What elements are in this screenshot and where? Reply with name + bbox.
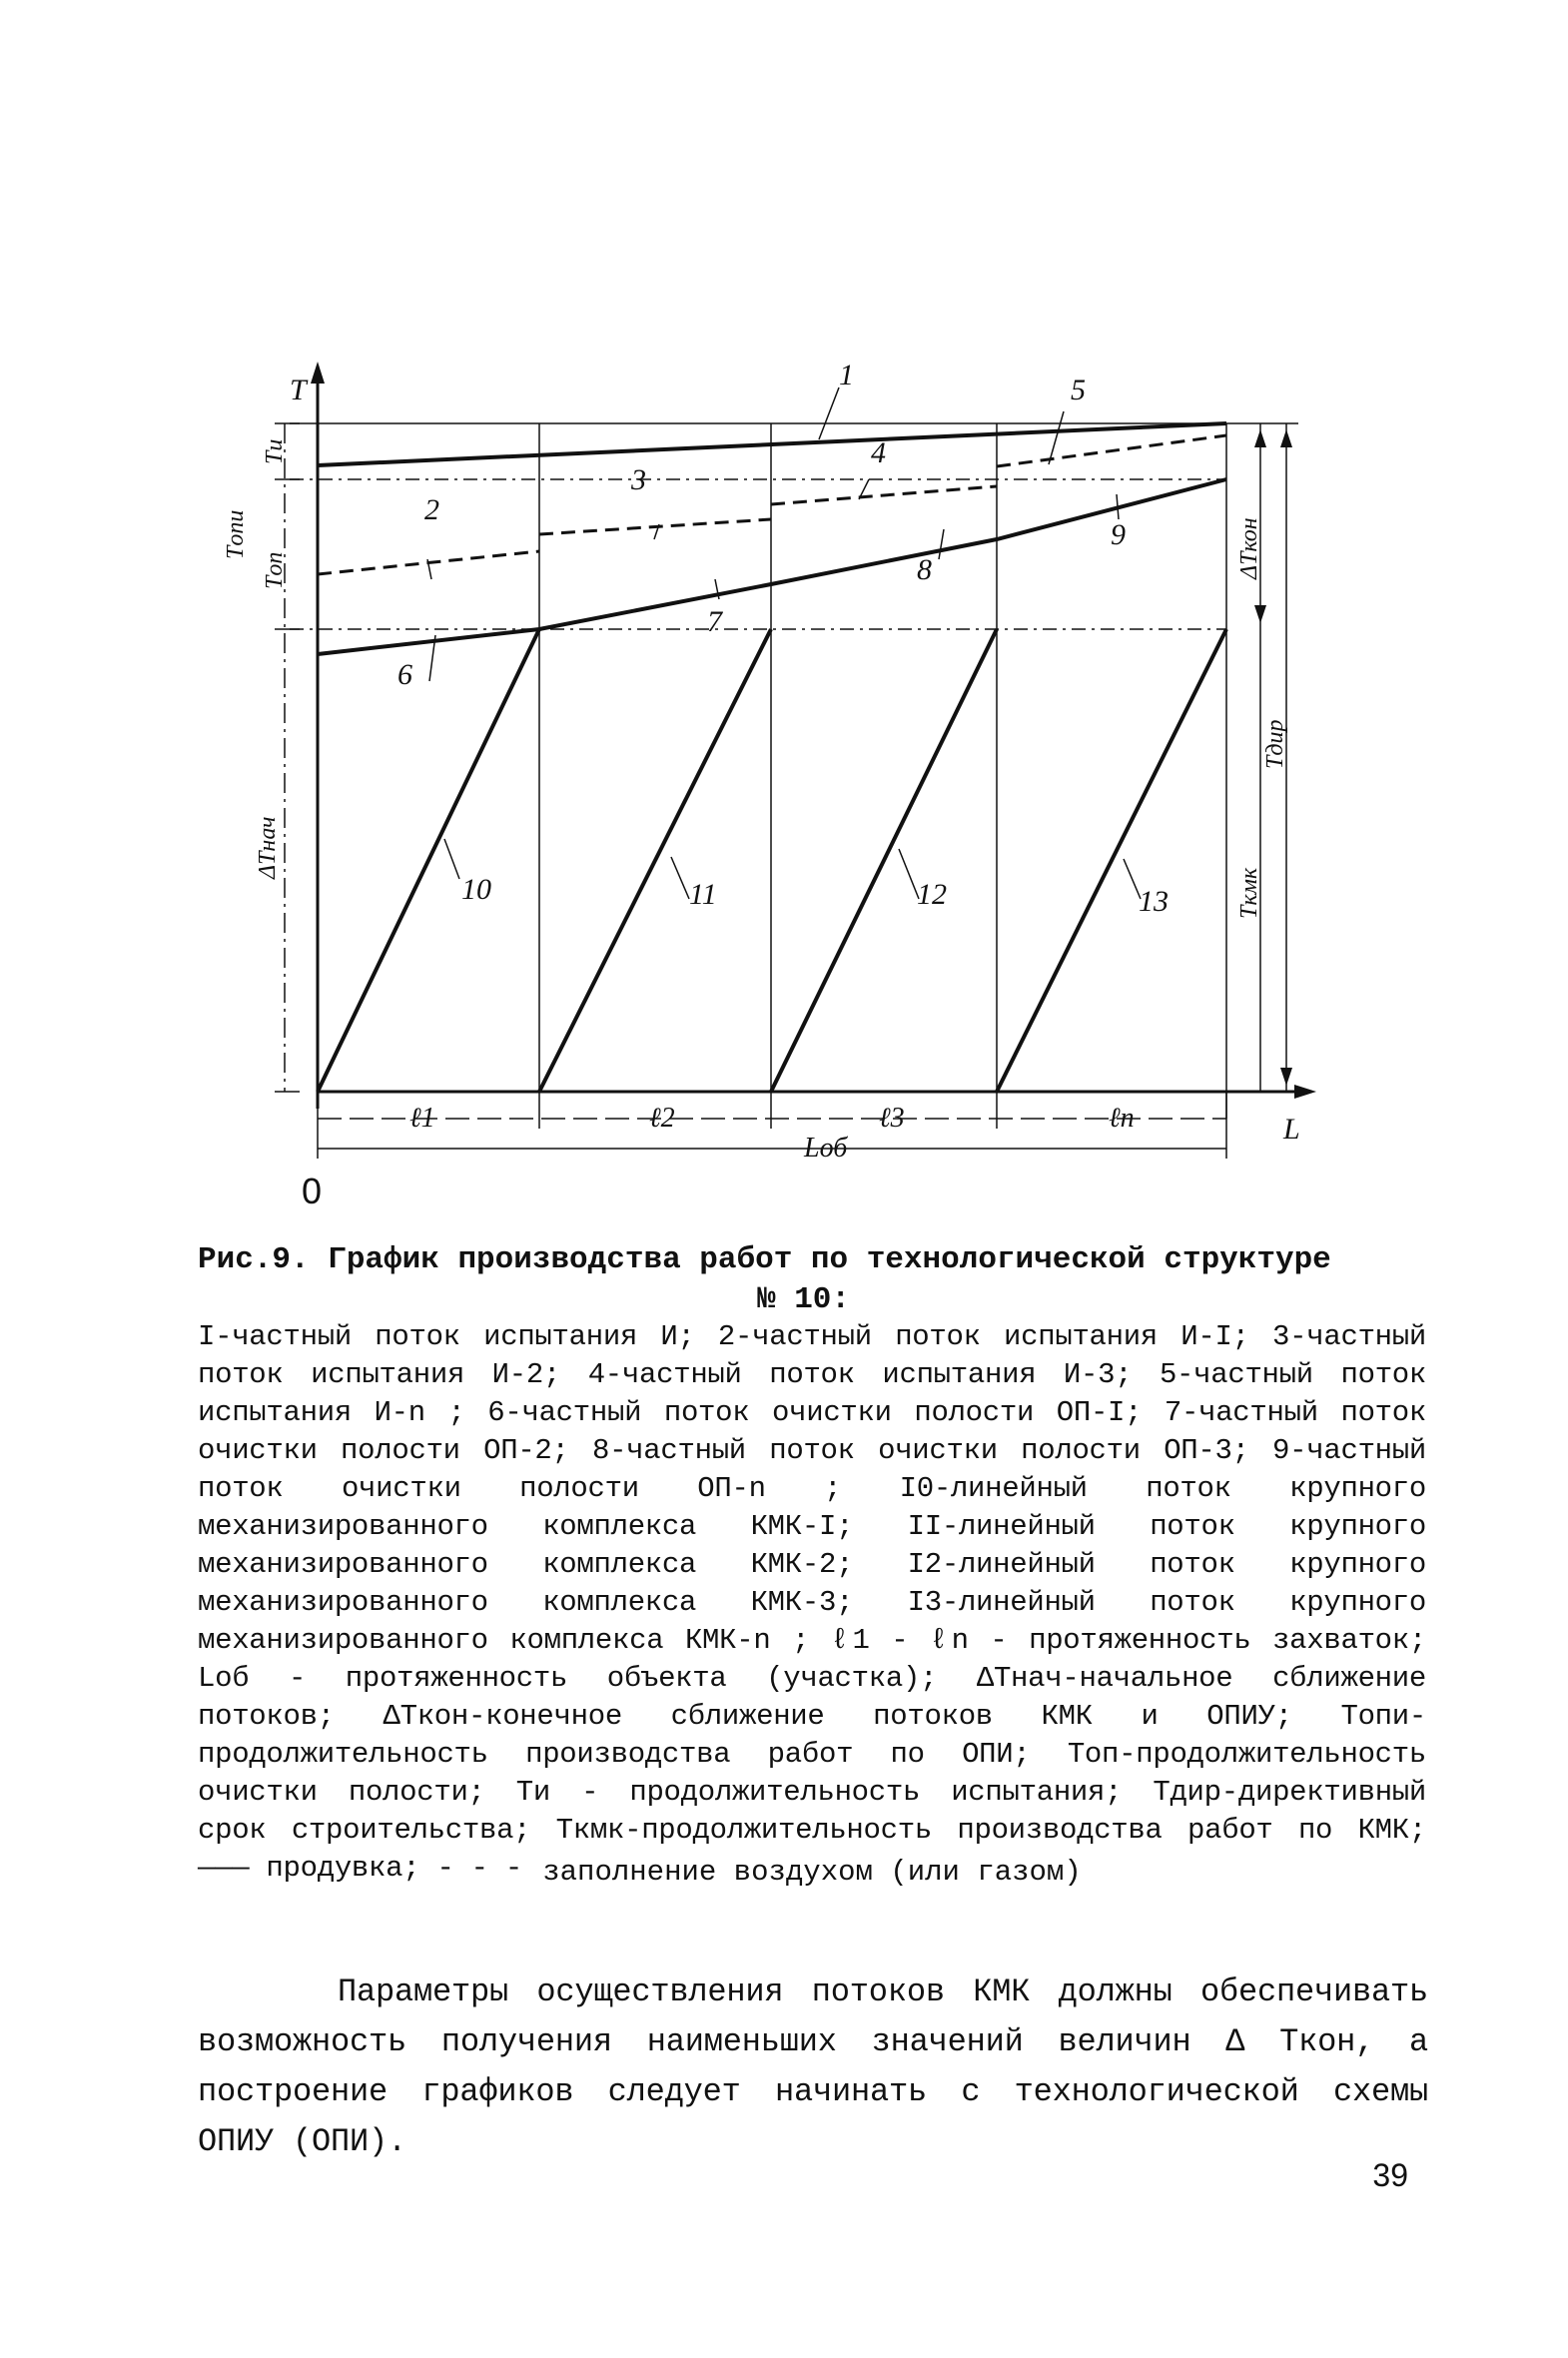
l-axis-label: L bbox=[1283, 1113, 1300, 1146]
curve-1 bbox=[318, 423, 1226, 465]
figure-caption-body: I-частный поток испытания И; 2-частный поток испытания И-I; 3-частный поток испытания И-2; 4-частный поток испытания И-3; 5-частный поток испытания И-n ; 6-частный поток очистки полости ОП-I; 7-частный поток очистки полости ОП-2; 8-частный поток очистки полости ОП-3; 9-частный поток очистки полости ОП-n ; I0-линейный поток крупного механизированного комплекса КМК-I; II-линейный поток крупного механизированного комплекса КМК-2; I2-линейный поток крупного механизированного комплекса КМК-3; I3-линейный поток крупного механизированного комплекса КМК-n ; ℓ1 - ℓn - протяженность захваток; Lоб - протяженность объекта (участка); ΔTнач-начальное сближение потоков; ΔTкон-конечное сближение потоков КМК и ОПИУ; Tопи-продолжительность производства работ по ОПИ; Tоп-продолжительность очистки полости; Tи - продолжительность испытания; Tдир-директивный срок строительства; Tкмк-продолжительность производства работ по КМК; ——— продувка; - - - bbox=[198, 1320, 1426, 1885]
figure-caption-line-1: Рис.9. График производства работ по технологической структуре bbox=[198, 1242, 1331, 1277]
curve-5 bbox=[997, 435, 1226, 466]
body-paragraph: Параметры осуществления потоков КМК должны обеспечивать возможность получения наименьших значений величин Δ Tкон, а построение графиков следует начинать с технологической схемы ОПИУ (ОПИ). bbox=[198, 1973, 1428, 2160]
label-d-t-nach: ΔTнач bbox=[255, 816, 281, 879]
label-t-kmk: Tкмк bbox=[1236, 867, 1262, 919]
curve-10 bbox=[318, 629, 539, 1092]
label-t-i: Tи bbox=[262, 438, 288, 464]
curve-label-3: 3 bbox=[631, 463, 646, 496]
page-number: 39 bbox=[1372, 2157, 1408, 2193]
label-ln: ℓn bbox=[1109, 1103, 1135, 1134]
label-t-op: Tоп bbox=[262, 551, 288, 589]
curve-label-1: 1 bbox=[839, 359, 854, 392]
curve-label-9: 9 bbox=[1111, 518, 1126, 551]
curve-label-11: 11 bbox=[689, 878, 717, 911]
curve-13 bbox=[997, 629, 1226, 1092]
curve-3 bbox=[539, 519, 771, 534]
curve-label-8: 8 bbox=[917, 553, 932, 586]
curve-label-13: 13 bbox=[1139, 885, 1169, 918]
figure-caption-last-line: заполнение воздухом (или газом) bbox=[542, 1856, 1082, 1889]
label-t-dir: Tдир bbox=[1262, 719, 1288, 769]
label-l3: ℓ3 bbox=[879, 1103, 905, 1134]
label-lob: Lоб bbox=[804, 1133, 848, 1164]
l-axis-arrow bbox=[1294, 1085, 1316, 1099]
curve-label-6: 6 bbox=[397, 658, 412, 691]
curve-label-4: 4 bbox=[871, 436, 886, 469]
t-axis-arrow bbox=[311, 362, 325, 384]
label-l2: ℓ2 bbox=[649, 1103, 675, 1134]
curve-4 bbox=[771, 486, 997, 504]
label-t-opi: Tопи bbox=[223, 509, 249, 559]
curve-label-12: 12 bbox=[917, 878, 947, 911]
curve-label-2: 2 bbox=[424, 493, 439, 526]
origin-label: 0 bbox=[302, 1171, 323, 1211]
label-d-t-kon: ΔTкон bbox=[1236, 517, 1262, 579]
curve-label-10: 10 bbox=[461, 873, 491, 906]
t-axis-label: T bbox=[290, 374, 307, 406]
label-l1: ℓ1 bbox=[409, 1103, 435, 1134]
figure-caption-title bbox=[198, 1240, 1426, 1320]
curve-12 bbox=[771, 629, 997, 1092]
curve-11 bbox=[539, 629, 771, 1092]
curve-label-7: 7 bbox=[707, 605, 722, 638]
figure-caption-line-2: № 10: bbox=[757, 1282, 851, 1317]
curve-label-5: 5 bbox=[1071, 374, 1086, 406]
